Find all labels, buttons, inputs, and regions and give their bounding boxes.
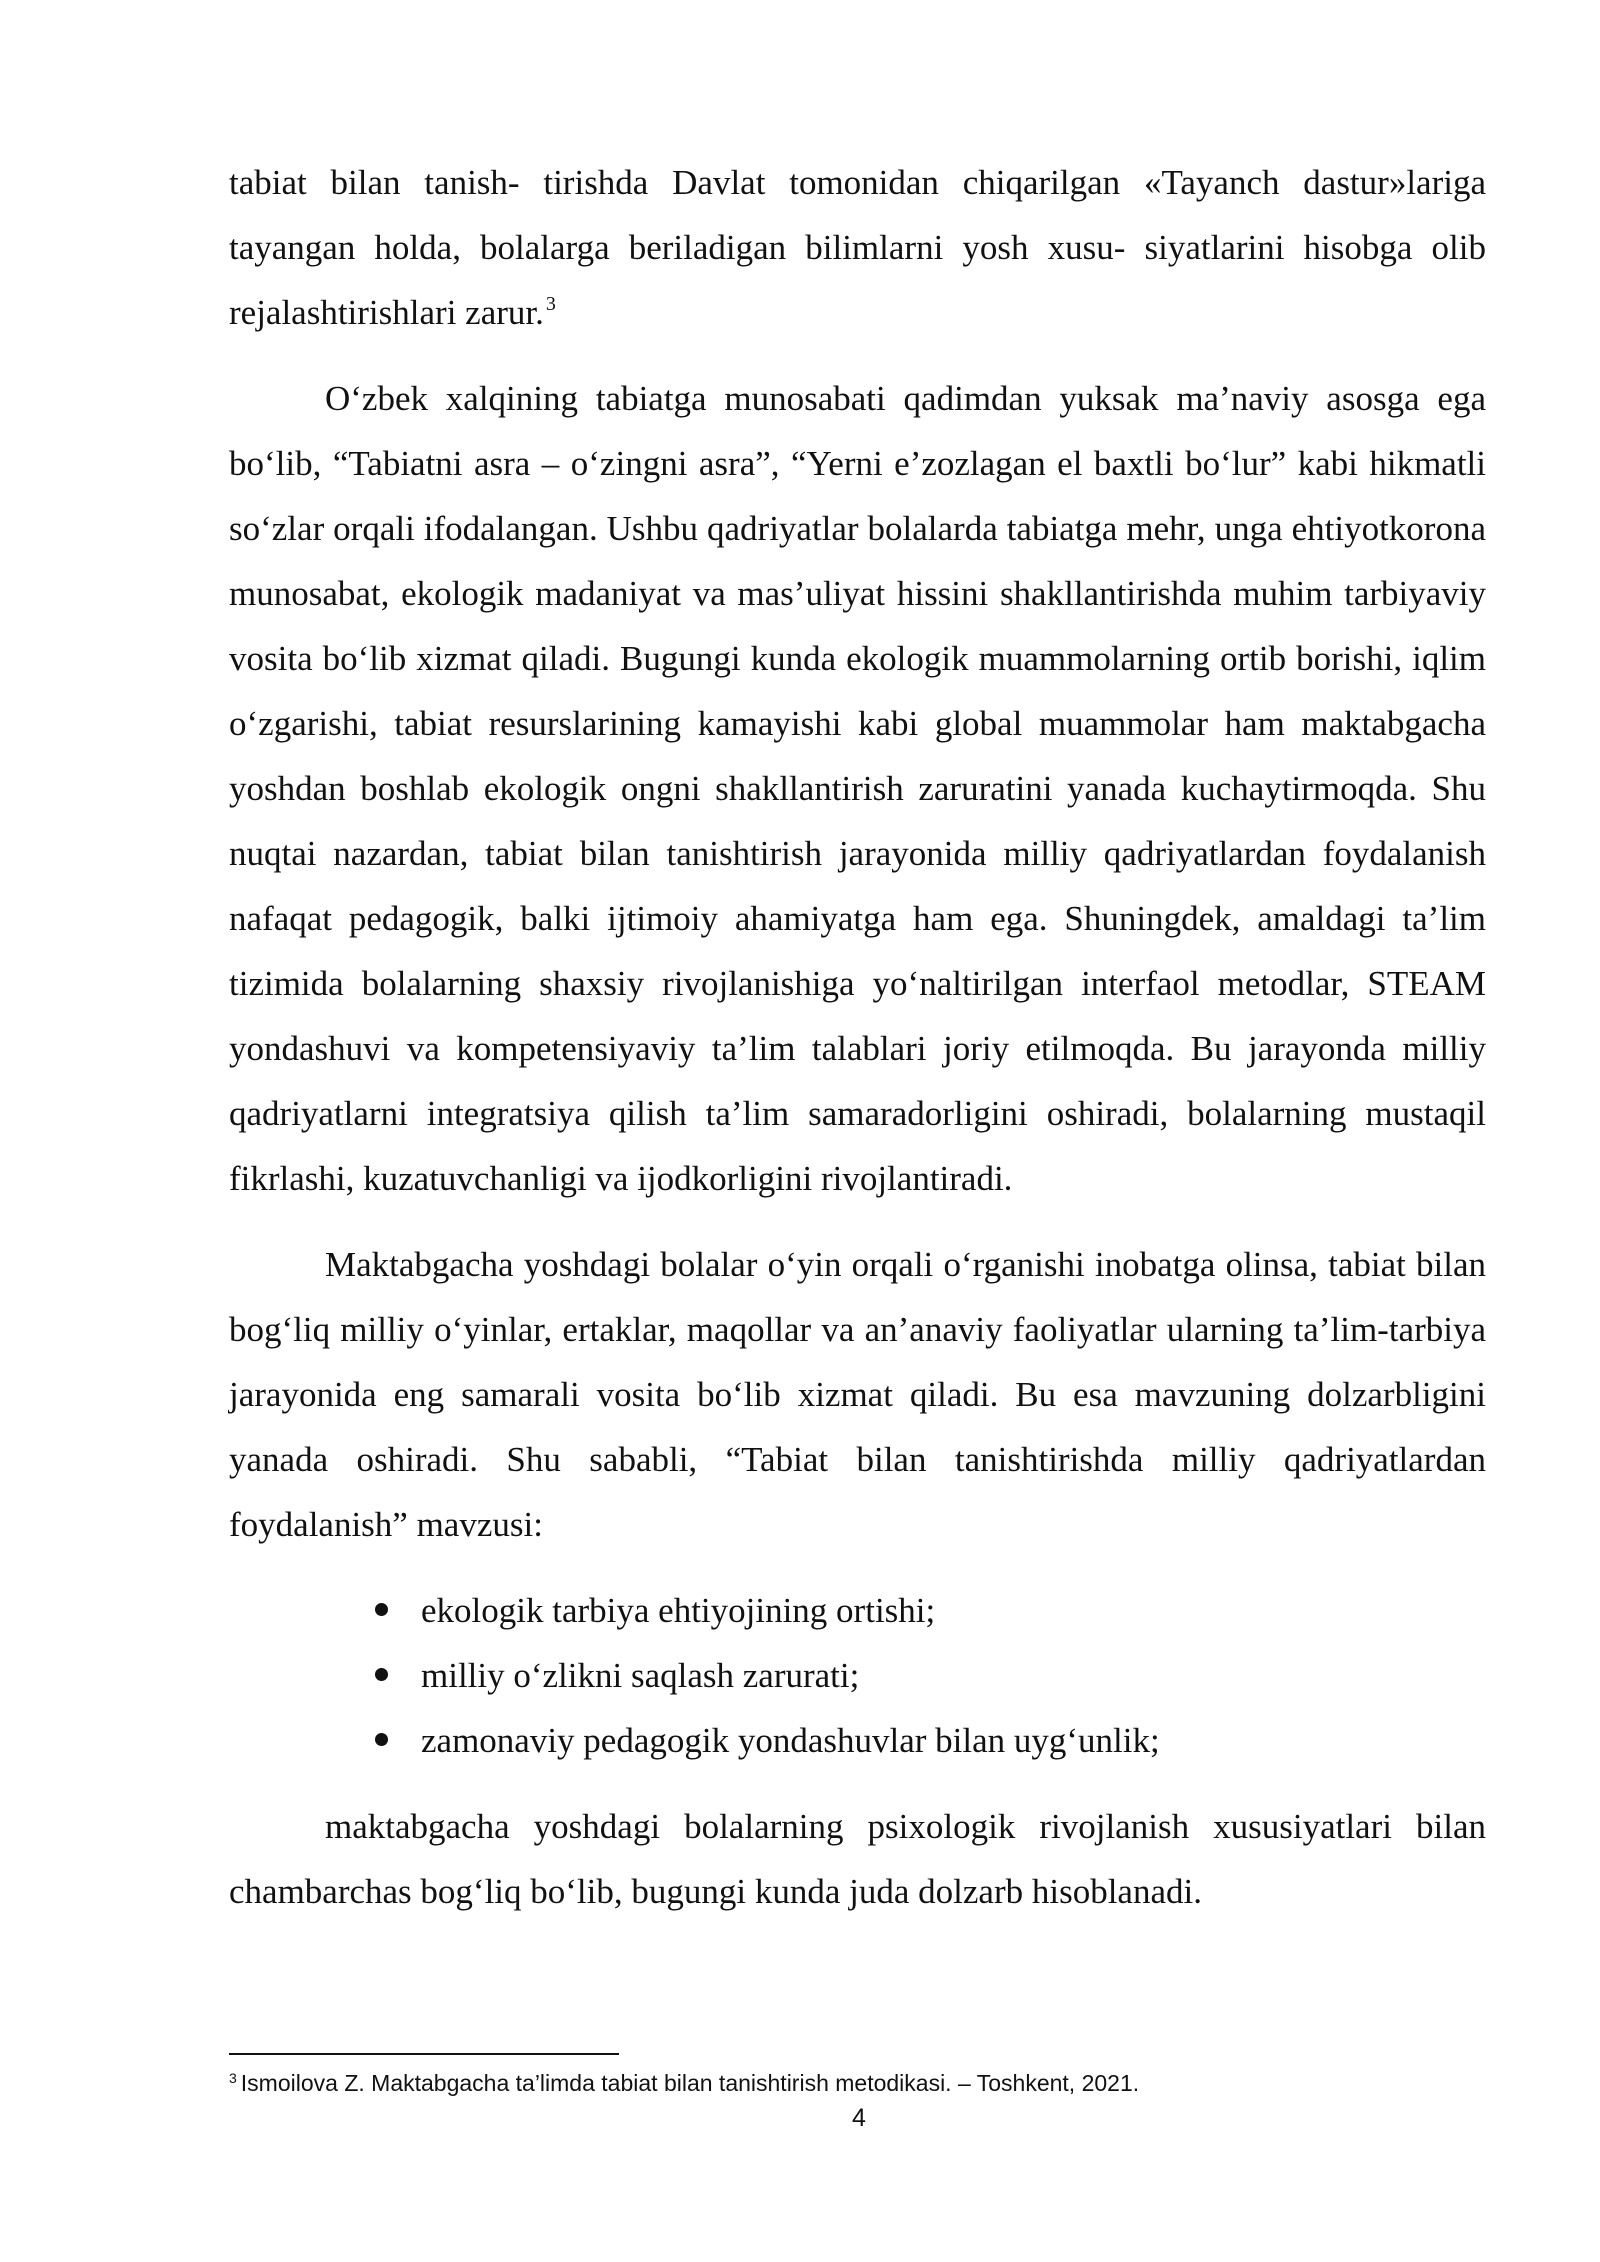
paragraph-continuation [229, 150, 1486, 345]
page-number: 4 [852, 2104, 866, 2132]
paragraph-preschool-play: Maktabgacha yoshdagi bolalar o‘yin orqali o‘rganishi inobatga olinsa, tabiat bilan bog‘liq milliy o‘yinlar, ertaklar, maqollar va an’anaviy faoliyatlar ularning ta’lim-tarbiya jarayonida eng samarali vosita bo‘lib xizmat qiladi. Bu esa mavzuning dolzarbligini yanada oshiradi. Shu sababli, “Tabiat bilan tanishtirishda milliy qadriyatlardan foydalanish” mavzusi: [229, 1245, 1486, 1544]
footnote [229, 2068, 1486, 2101]
list-item [229, 1708, 1486, 1773]
list-item-text: ekologik tarbiya ehtiyojining ortishi; [421, 1591, 936, 1630]
bullet-icon [375, 1733, 388, 1746]
paragraph-national-values: O‘zbek xalqining tabiatga munosabati qadimdan yuksak ma’naviy asosga ega bo‘lib, “Tabiatni asra – o‘zingni asra”, “Yerni e’zozlagan el baxtli bo‘lur” kabi hikmatli so‘zlar orqali ifodalangan. Ushbu qadriyatlar bolalarda tabiatga mehr, unga ehtiyotkorona munosabat, ekologik madaniyat va mas’uliyat hissini shakllantirishda muhim tarbiyaviy vosita bo‘lib xizmat qiladi. Bugungi kunda ekologik muammolarning ortib borishi, iqlim o‘zgarishi, tabiat resurslarining kamayishi kabi global muammolar ham maktabgacha yoshdan boshlab ekologik ongni shakllantirish zaruratini yanada kuchaytirmoqda. Shu nuqtai nazardan, tabiat bilan tanishtirish jarayonida milliy qadriyatlardan foydalanish nafaqat pedagogik, balki ijtimoiy ahamiyatga ham ega. Shuningdek, amaldagi ta’lim tizimida bolalarning shaxsiy rivojlanishiga yo‘naltirilgan interfaol metodlar, STEAM yondashuvi va kompetensiyaviy ta’lim talablari joriy etilmoqda. Bu jarayonda milliy qadriyatlarni integratsiya qilish ta’lim samaradorligini oshiradi, bolalarning mustaqil fikrlashi, kuzatuvchanligi va ijodkorligini rivojlantiradi. [229, 379, 1486, 1198]
footnote-separator [229, 2053, 619, 2055]
footnote-reference: 3 [545, 293, 556, 315]
list-item [229, 1578, 1486, 1643]
list-item-text: zamonaviy pedagogik yondashuvlar bilan uyg‘unlik; [421, 1721, 1160, 1760]
bullet-list [229, 1578, 1486, 1773]
footnote-text: Ismoilova Z. Maktabgacha ta’limda tabiat bilan tanishtirish metodikasi. – Toshkent, 2021. [240, 2070, 1140, 2096]
bullet-icon [375, 1668, 388, 1681]
list-item-text: milliy o‘zlikni saqlash zarurati; [421, 1656, 860, 1695]
body-text [229, 150, 1486, 1924]
list-item [229, 1643, 1486, 1708]
bullet-icon [375, 1603, 388, 1616]
paragraph-text: tabiat bilan tanish- tirishda Davlat tomonidan chiqarilgan «Tayanch dastur»lariga tayangan holda, bolalarga beriladigan bilimlarni yosh xusu- siyatlarini hisobga olib rejalashtirishlari zarur. [229, 163, 1486, 332]
paragraph-conclusion: maktabgacha yoshdagi bolalarning psixologik rivojlanish xususiyatlari bilan chambarchas bog‘liq bo‘lib, bugungi kunda juda dolzarb hisoblanadi. [229, 1807, 1486, 1911]
footnote-number: 3 [229, 2070, 237, 2086]
